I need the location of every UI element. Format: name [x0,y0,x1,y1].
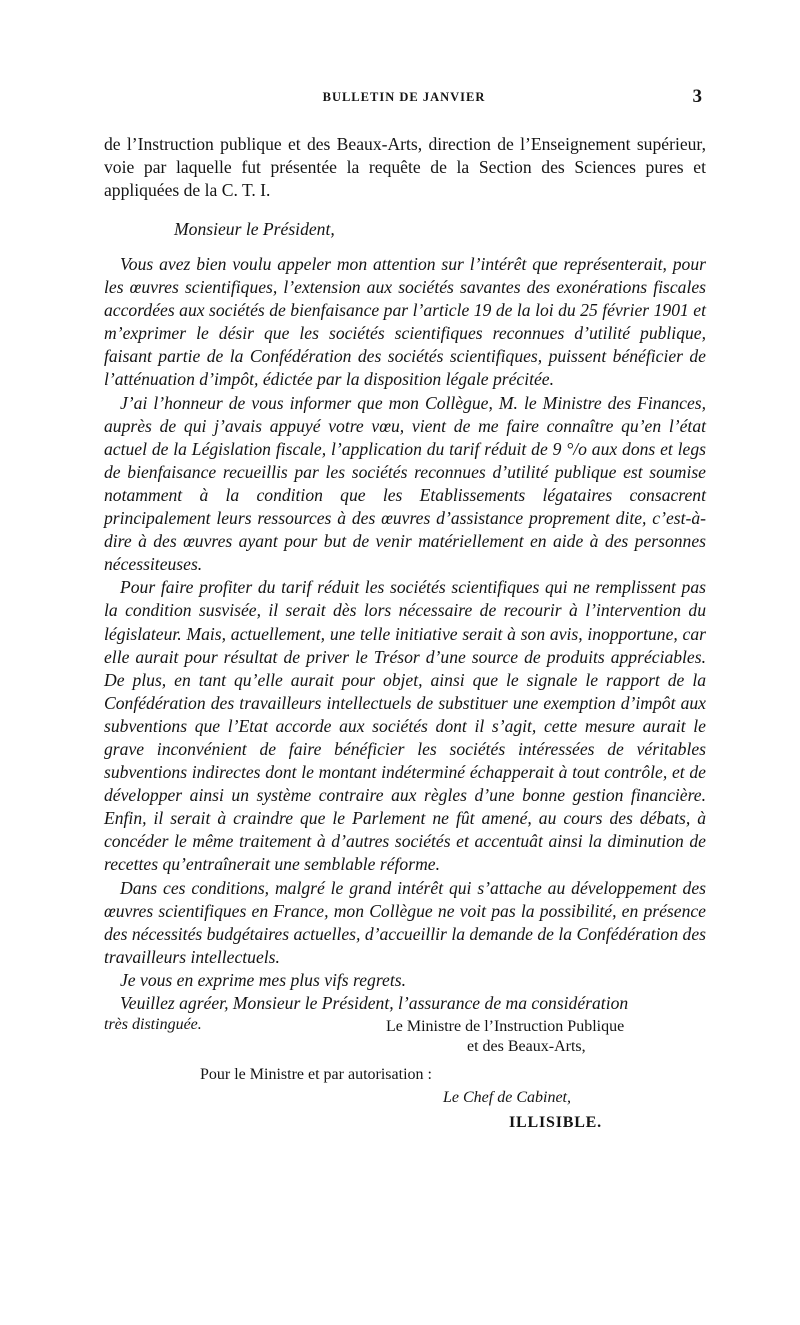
authorisation-line: Pour le Ministre et par autorisation : [200,1066,432,1084]
minister-title-continued: et des Beaux-Arts, [467,1038,586,1056]
closing-words: très distinguée. [104,1016,202,1034]
page-body [104,133,706,1133]
letter-paragraph: Dans ces conditions, malgré le grand intérêt qui s’attache au développement des œuvres scientifiques en France, mon Collègue ne voit pas la possibilité, en présence des nécessités budgétaires actuelles, d’accueillir la demande de la Confédération des travailleurs intellectuels. [104,877,706,967]
minister-title: Le Ministre de l’Instruction Publique [386,1018,625,1036]
letter-body [104,253,706,1015]
letter-paragraph: Pour faire profiter du tarif réduit les sociétés scientifiques qui ne remplissent pas la condition susvisée, il serait dès lors nécessaire de recourir à l’intervention du législateur. Mais, actuellement, une telle initiative serait à son avis, inopportune, car elle aurait pour résultat de priver le Trésor d’une source de produits appréciables. De plus, en tant qu’elle aurait pour objet, ainsi que le signale le rapport de la Confédération des travailleurs intellectuels de substituer une exemption d’impôt aux subventions que l’Etat accorde aux sociétés dont il s’agit, cette mesure aurait le grave inconvénient de faire bénéficier les sociétés intéressées de véritables subventions indirectes dont le montant indéterminé échapperait à tout contrôle, et de développer ainsi un système contraire aux règles d’une bonne gestion financière. Enfin, il serait à craindre que le Parlement ne fût amené, au cours des débats, à concéder le même traitement à d’autres sociétés et accentuât ainsi la diminution de recettes qu’entraînerait une semblable réforme. [104,577,706,875]
page-number: 3 [692,86,702,107]
letter-paragraph: Vous avez bien voulu appeler mon attention sur l’intérêt que représenterait, pour les œuvres scientifiques, l’extension aux sociétés savantes des exonérations fiscales accordées aux sociétés de bienfaisance par l’article 19 de la loi du 25 février 1901 et m’exprimer le désir que les sociétés scientifiques reconnues d’utilité publique, faisant partie de la Confédération des sociétés scientifiques, puissent bénéficier de l’atténuation d’impôt, édictée par la disposition légale précitée. [104,254,706,390]
chef-de-cabinet: Le Chef de Cabinet, [443,1089,571,1107]
signature-block [104,1015,706,1133]
letter-paragraph: Veuillez agréer, Monsieur le Président, l’assurance de ma considération [120,993,629,1013]
letter-paragraph: Je vous en exprime mes plus vifs regrets. [120,969,406,990]
letter-paragraph: J’ai l’honneur de vous informer que mon Collègue, M. le Ministre des Finances, auprès de qui j’avais appuyé votre vœu, vient de me faire connaître qu’en l’état actuel de la Législation fiscale, l’application du tarif réduit de 9 °/o aux dons et legs de bienfaisance recueillis par les sociétés reconnues d’utilité publique est soumise notamment à la condition que les Etablissements légataires consacrent principalement leurs ressources à des œuvres d’assistance proprement dite, c’est-à-dire à des œuvres ayant pour but de venir matériellement en aide à des personnes nécessiteuses. [104,392,706,575]
illegible-signature: ILLISIBLE. [509,1114,602,1132]
salutation: Monsieur le Président, [174,219,335,239]
bulletin-title: BULLETIN DE JANVIER [322,90,486,104]
running-header [104,86,704,110]
intro-paragraph: de l’Instruction publique et des Beaux-Arts, direction de l’Enseignement supérieur, voie par laquelle fut présentée la requête de la Section des Sciences pures et appliquées de la C. T. I. [104,134,706,200]
